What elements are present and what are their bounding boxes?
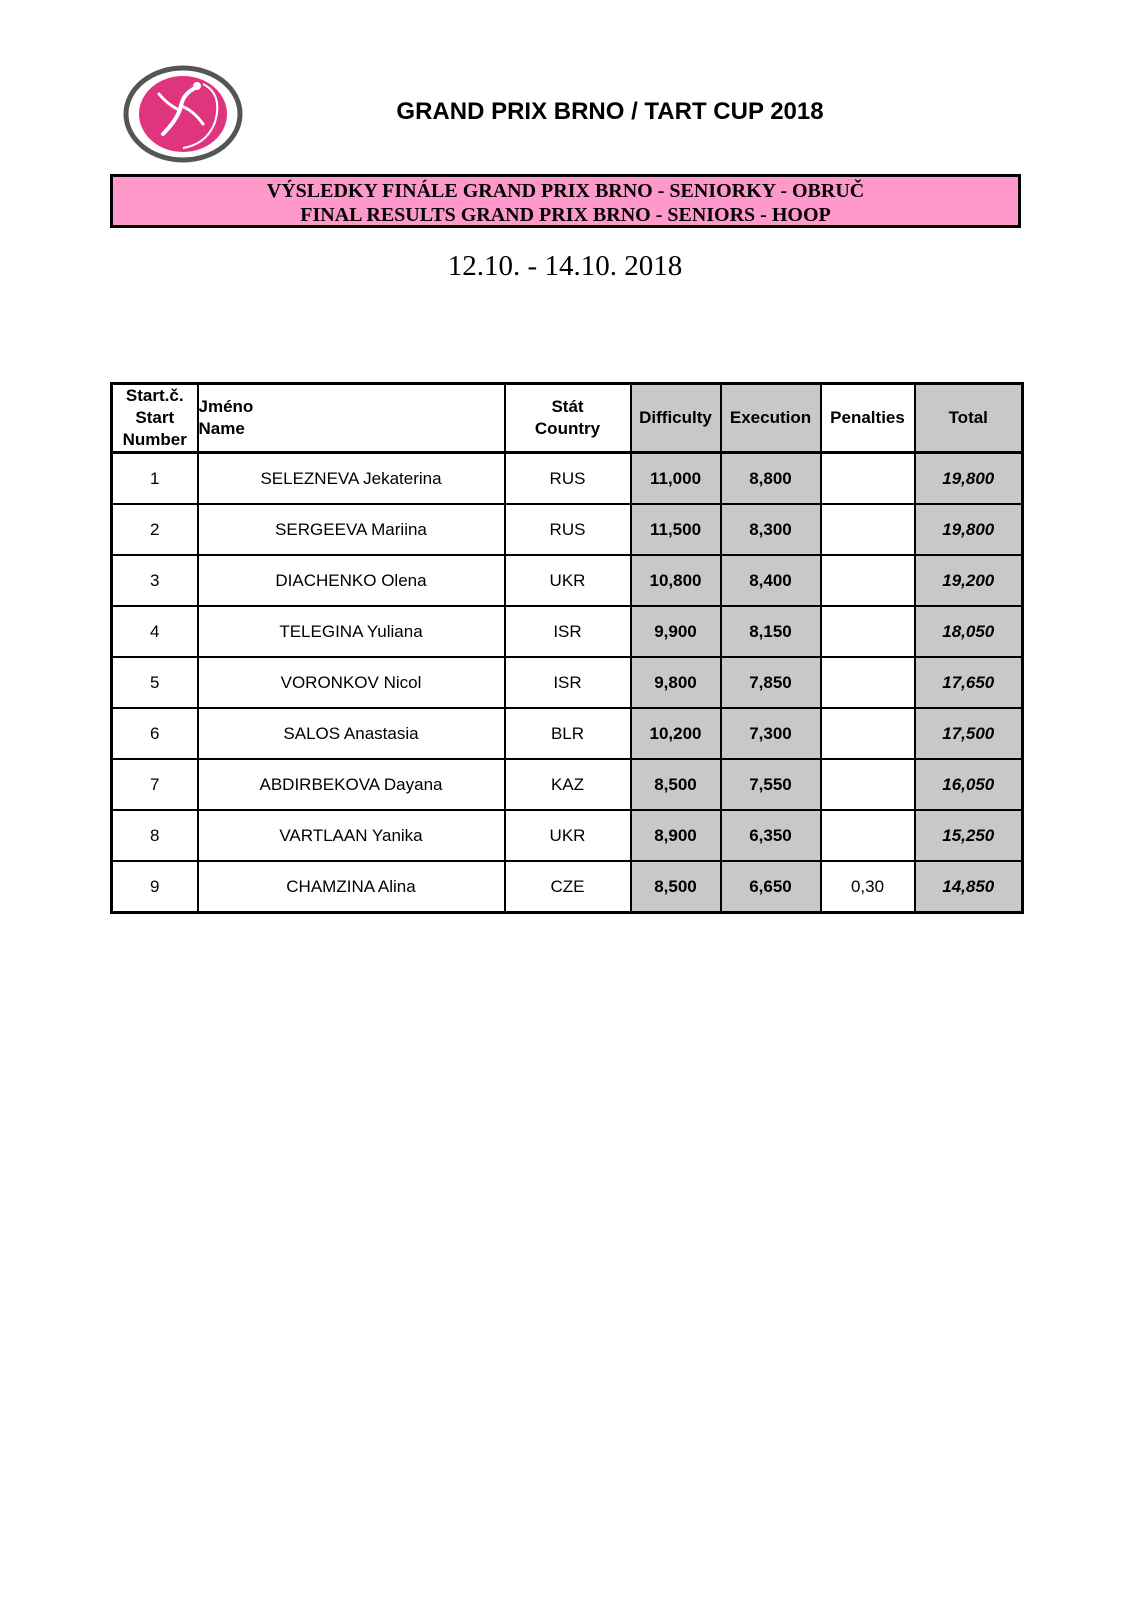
penalties-cell: [821, 810, 915, 861]
table-row: [112, 606, 1023, 657]
document-title: GRAND PRIX BRNO / TART CUP 2018: [396, 98, 824, 125]
start-number-cell: 3: [112, 555, 198, 606]
start-number-cell: 7: [112, 759, 198, 810]
rhythmic-gymnast-logo: [123, 64, 245, 166]
total-cell: 15,250: [915, 810, 1023, 861]
table-row: [112, 657, 1023, 708]
table-row: [112, 555, 1023, 606]
header-start-number: [112, 384, 198, 453]
difficulty-cell: 10,800: [631, 555, 721, 606]
difficulty-cell: 9,900: [631, 606, 721, 657]
penalties-cell: 0,30: [821, 861, 915, 913]
total-cell: 19,200: [915, 555, 1023, 606]
table-row: [112, 453, 1023, 505]
country-cell: UKR: [505, 555, 631, 606]
country-cell: ISR: [505, 606, 631, 657]
header-start-cz: Start.č.: [125, 386, 184, 405]
start-number-cell: 4: [112, 606, 198, 657]
table-row: [112, 759, 1023, 810]
event-dates: 12.10. - 14.10. 2018: [447, 250, 683, 282]
difficulty-cell: 8,500: [631, 861, 721, 913]
start-number-cell: 6: [112, 708, 198, 759]
execution-cell: 8,150: [721, 606, 821, 657]
total-cell: 19,800: [915, 453, 1023, 505]
total-cell: 14,850: [915, 861, 1023, 913]
start-number-cell: 2: [112, 504, 198, 555]
header-name-cz: Jméno: [198, 397, 254, 416]
penalties-cell: [821, 759, 915, 810]
country-cell: RUS: [505, 453, 631, 505]
execution-cell: 8,800: [721, 453, 821, 505]
athlete-name-cell: ABDIRBEKOVA Dayana: [198, 759, 505, 810]
execution-cell: 7,850: [721, 657, 821, 708]
execution-cell: 6,650: [721, 861, 821, 913]
penalties-cell: [821, 555, 915, 606]
difficulty-cell: 11,500: [631, 504, 721, 555]
execution-cell: 8,400: [721, 555, 821, 606]
header-penalties: Penalties: [821, 384, 915, 453]
header-execution: Execution: [721, 384, 821, 453]
difficulty-cell: 8,500: [631, 759, 721, 810]
table-row: [112, 810, 1023, 861]
penalties-cell: [821, 657, 915, 708]
execution-cell: 6,350: [721, 810, 821, 861]
athlete-name-cell: TELEGINA Yuliana: [198, 606, 505, 657]
header-start-en: Start: [135, 408, 175, 427]
difficulty-cell: 8,900: [631, 810, 721, 861]
athlete-name-cell: VORONKOV Nicol: [198, 657, 505, 708]
total-cell: 16,050: [915, 759, 1023, 810]
total-cell: 18,050: [915, 606, 1023, 657]
header-total: Total: [915, 384, 1023, 453]
header-number: Number: [122, 430, 187, 449]
header-name-en: Name: [198, 419, 245, 438]
start-number-cell: 9: [112, 861, 198, 913]
banner-line-english: FINAL RESULTS GRAND PRIX BRNO - SENIORS - HOOP: [300, 204, 831, 226]
header-country-cz: Stát: [551, 397, 584, 416]
athlete-name-cell: CHAMZINA Alina: [198, 861, 505, 913]
country-cell: BLR: [505, 708, 631, 759]
total-cell: 17,650: [915, 657, 1023, 708]
execution-cell: 8,300: [721, 504, 821, 555]
penalties-cell: [821, 708, 915, 759]
difficulty-cell: 10,200: [631, 708, 721, 759]
athlete-name-cell: SALOS Anastasia: [198, 708, 505, 759]
header-name: [198, 384, 505, 453]
athlete-name-cell: VARTLAAN Yanika: [198, 810, 505, 861]
start-number-cell: 8: [112, 810, 198, 861]
country-cell: RUS: [505, 504, 631, 555]
total-cell: 19,800: [915, 504, 1023, 555]
penalties-cell: [821, 504, 915, 555]
table-row: [112, 861, 1023, 913]
start-number-cell: 1: [112, 453, 198, 505]
results-banner: [110, 174, 1021, 228]
table-header-row: [112, 384, 1023, 453]
execution-cell: 7,300: [721, 708, 821, 759]
difficulty-cell: 11,000: [631, 453, 721, 505]
total-cell: 17,500: [915, 708, 1023, 759]
athlete-name-cell: SERGEEVA Mariina: [198, 504, 505, 555]
execution-cell: 7,550: [721, 759, 821, 810]
athlete-name-cell: DIACHENKO Olena: [198, 555, 505, 606]
table-row: [112, 504, 1023, 555]
country-cell: KAZ: [505, 759, 631, 810]
banner-line-czech: VÝSLEDKY FINÁLE GRAND PRIX BRNO - SENIORKY - OBRUČ: [266, 180, 865, 202]
header-country-en: Country: [534, 419, 601, 438]
country-cell: UKR: [505, 810, 631, 861]
penalties-cell: [821, 606, 915, 657]
country-cell: CZE: [505, 861, 631, 913]
table-row: [112, 708, 1023, 759]
difficulty-cell: 9,800: [631, 657, 721, 708]
penalties-cell: [821, 453, 915, 505]
header-difficulty: Difficulty: [631, 384, 721, 453]
header-country: [505, 384, 631, 453]
results-table: [110, 382, 1024, 914]
country-cell: ISR: [505, 657, 631, 708]
athlete-name-cell: SELEZNEVA Jekaterina: [198, 453, 505, 505]
start-number-cell: 5: [112, 657, 198, 708]
